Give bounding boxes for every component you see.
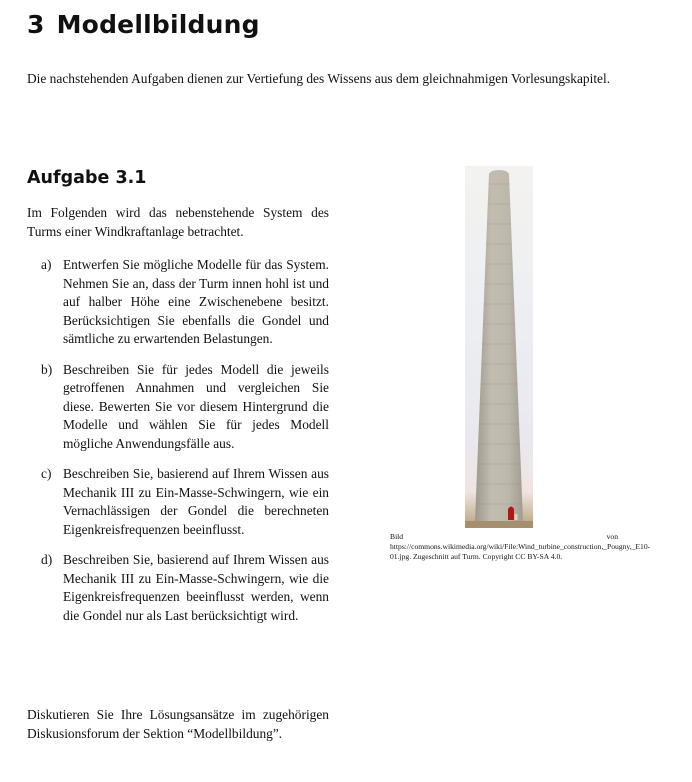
- figure-caption: Bild von https://commons.wikimedia.org/wiki/File:Wind_turbine_construction,_Pougny,_E10-01.jpg. Zugeschnitt auf Turm. Copyright CC BY-SA 4.0.: [390, 532, 651, 561]
- chapter-number: 3: [27, 10, 45, 39]
- wind-turbine-tower-image: [465, 166, 533, 528]
- subtask-text: Beschreiben Sie, basierend auf Ihrem Wissen aus Mechanik III zu Ein-Masse-Schwingern, wie die Eigenkreisfrequenzen beeinflusst werden, wenn die Gondel nur als Last berücksichtigt wird.: [63, 552, 329, 623]
- chapter-intro: Die nachstehenden Aufgaben dienen zur Vertiefung des Wissens aus dem gleichnahmigen Vorlesungskapitel.: [27, 71, 611, 86]
- task-title: Aufgabe 3.1: [27, 168, 147, 188]
- subtask-label: c): [41, 466, 52, 481]
- subtask-d: [27, 551, 329, 625]
- subtask-label: a): [41, 257, 52, 272]
- subtask-text: Beschreiben Sie, basierend auf Ihrem Wissen aus Mechanik III zu Ein-Masse-Schwingern, wie ein Vernachlässigen der Gondel die berechneten Eigenkreisfrequenzen beeinflusst.: [63, 466, 329, 537]
- closing-paragraph: Diskutieren Sie Ihre Lösungsansätze im zugehörigen Diskusionsforum der Sektion “Modellbildung”.: [27, 707, 329, 741]
- door-shape: [508, 507, 514, 521]
- chapter-title: [27, 10, 260, 39]
- subtask-c: [27, 465, 329, 539]
- task-intro: Im Folgenden wird das nebenstehende System des Turms einer Windkraftanlage betrachtet.: [27, 205, 329, 239]
- subtask-label: d): [41, 552, 53, 567]
- subtask-a: [27, 256, 329, 349]
- subtask-list: [27, 256, 329, 637]
- tower-illustration: [465, 166, 533, 528]
- subtask-text: Entwerfen Sie mögliche Modelle für das System. Nehmen Sie an, dass der Turm innen hohl ist und auf halber Höhe eine Zwischenebene besitzt. Berücksichtigen Sie ebenfalls die Gondel und sämtliche zu erwartenden Belastungen.: [63, 257, 329, 346]
- subtask-text: Beschreiben Sie für jedes Modell die jeweils getroffenen Annahmen und vergleichen Sie diese. Bewerten Sie vor diesem Hintergrund die Modelle und wählen Sie für jedes Modell mögliche Anwendungsfälle aus.: [63, 361, 329, 451]
- subtask-b: [27, 361, 329, 454]
- chapter-title-text: Modellbildung: [56, 10, 260, 39]
- subtask-label: b): [41, 361, 53, 377]
